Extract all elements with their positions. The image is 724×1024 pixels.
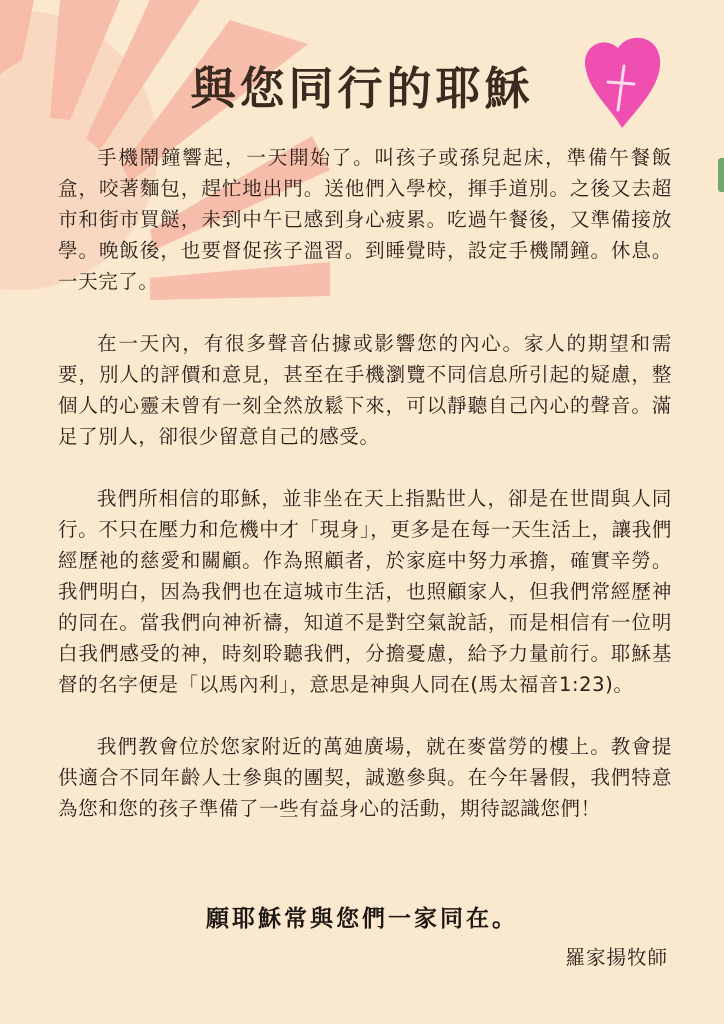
paragraph-1: 手機鬧鐘響起，一天開始了。叫孩子或孫兒起床，準備午餐飯盒，咬著麵包，趕忙地出門。送他們入學校，揮手道別。之後又去超市和街市買餸，未到中午已感到身心疲累。吃過午餐後，又準備接放學。晚飯後，也要督促孩子溫習。到睡覺時，設定手機鬧鐘。休息。一天完了。 [58,146,672,293]
page-title: 與您同行的耶穌 [190,62,534,115]
paragraph-4: 我們教會位於您家附近的萬廸廣場，就在麥當勞的樓上。教會提供適合不同年齡人士參與的團契，誠邀參與。在今年暑假，我們特意為您和您的孩子準備了一些有益身心的活動，期待認識您們！ [58,735,672,820]
closing-blessing: 願耶穌常與您們一家同在。 [206,906,518,932]
green-edge-decoration [718,158,724,192]
heart-cross-icon [580,30,662,130]
paragraph-2: 在一天內，有很多聲音佔據或影響您的內心。家人的期望和需要，別人的評價和意見，甚至在手機瀏覽不同信息所引起的疑慮，整個人的心靈未曾有一刻全然放鬆下來，可以靜聽自己內心的聲音。滿足了別人，卻很少留意自己的感受。 [58,332,672,448]
signature: 羅家揚牧師 [565,946,668,969]
letter-body [58,142,672,855]
paragraph-3: 我們所相信的耶穌，並非坐在天上指點世人，卻是在世間與人同行。不只在壓力和危機中才「現身」，更多是在每一天生活上，讓我們經歷祂的慈愛和關顧。作為照顧者，於家庭中努力承擔，確實辛勞。我們明白，因為我們也在這城市生活，也照顧家人，但我們常經歷神的同在。當我們向神祈禱，知道不是對空氣說話，而是相信有一位明白我們感受的神，時刻聆聽我們，分擔憂慮，給予力量前行。耶穌基督的名字便是「以馬內利」，意思是神與人同在(馬太福音1:23)。 [58,487,672,696]
